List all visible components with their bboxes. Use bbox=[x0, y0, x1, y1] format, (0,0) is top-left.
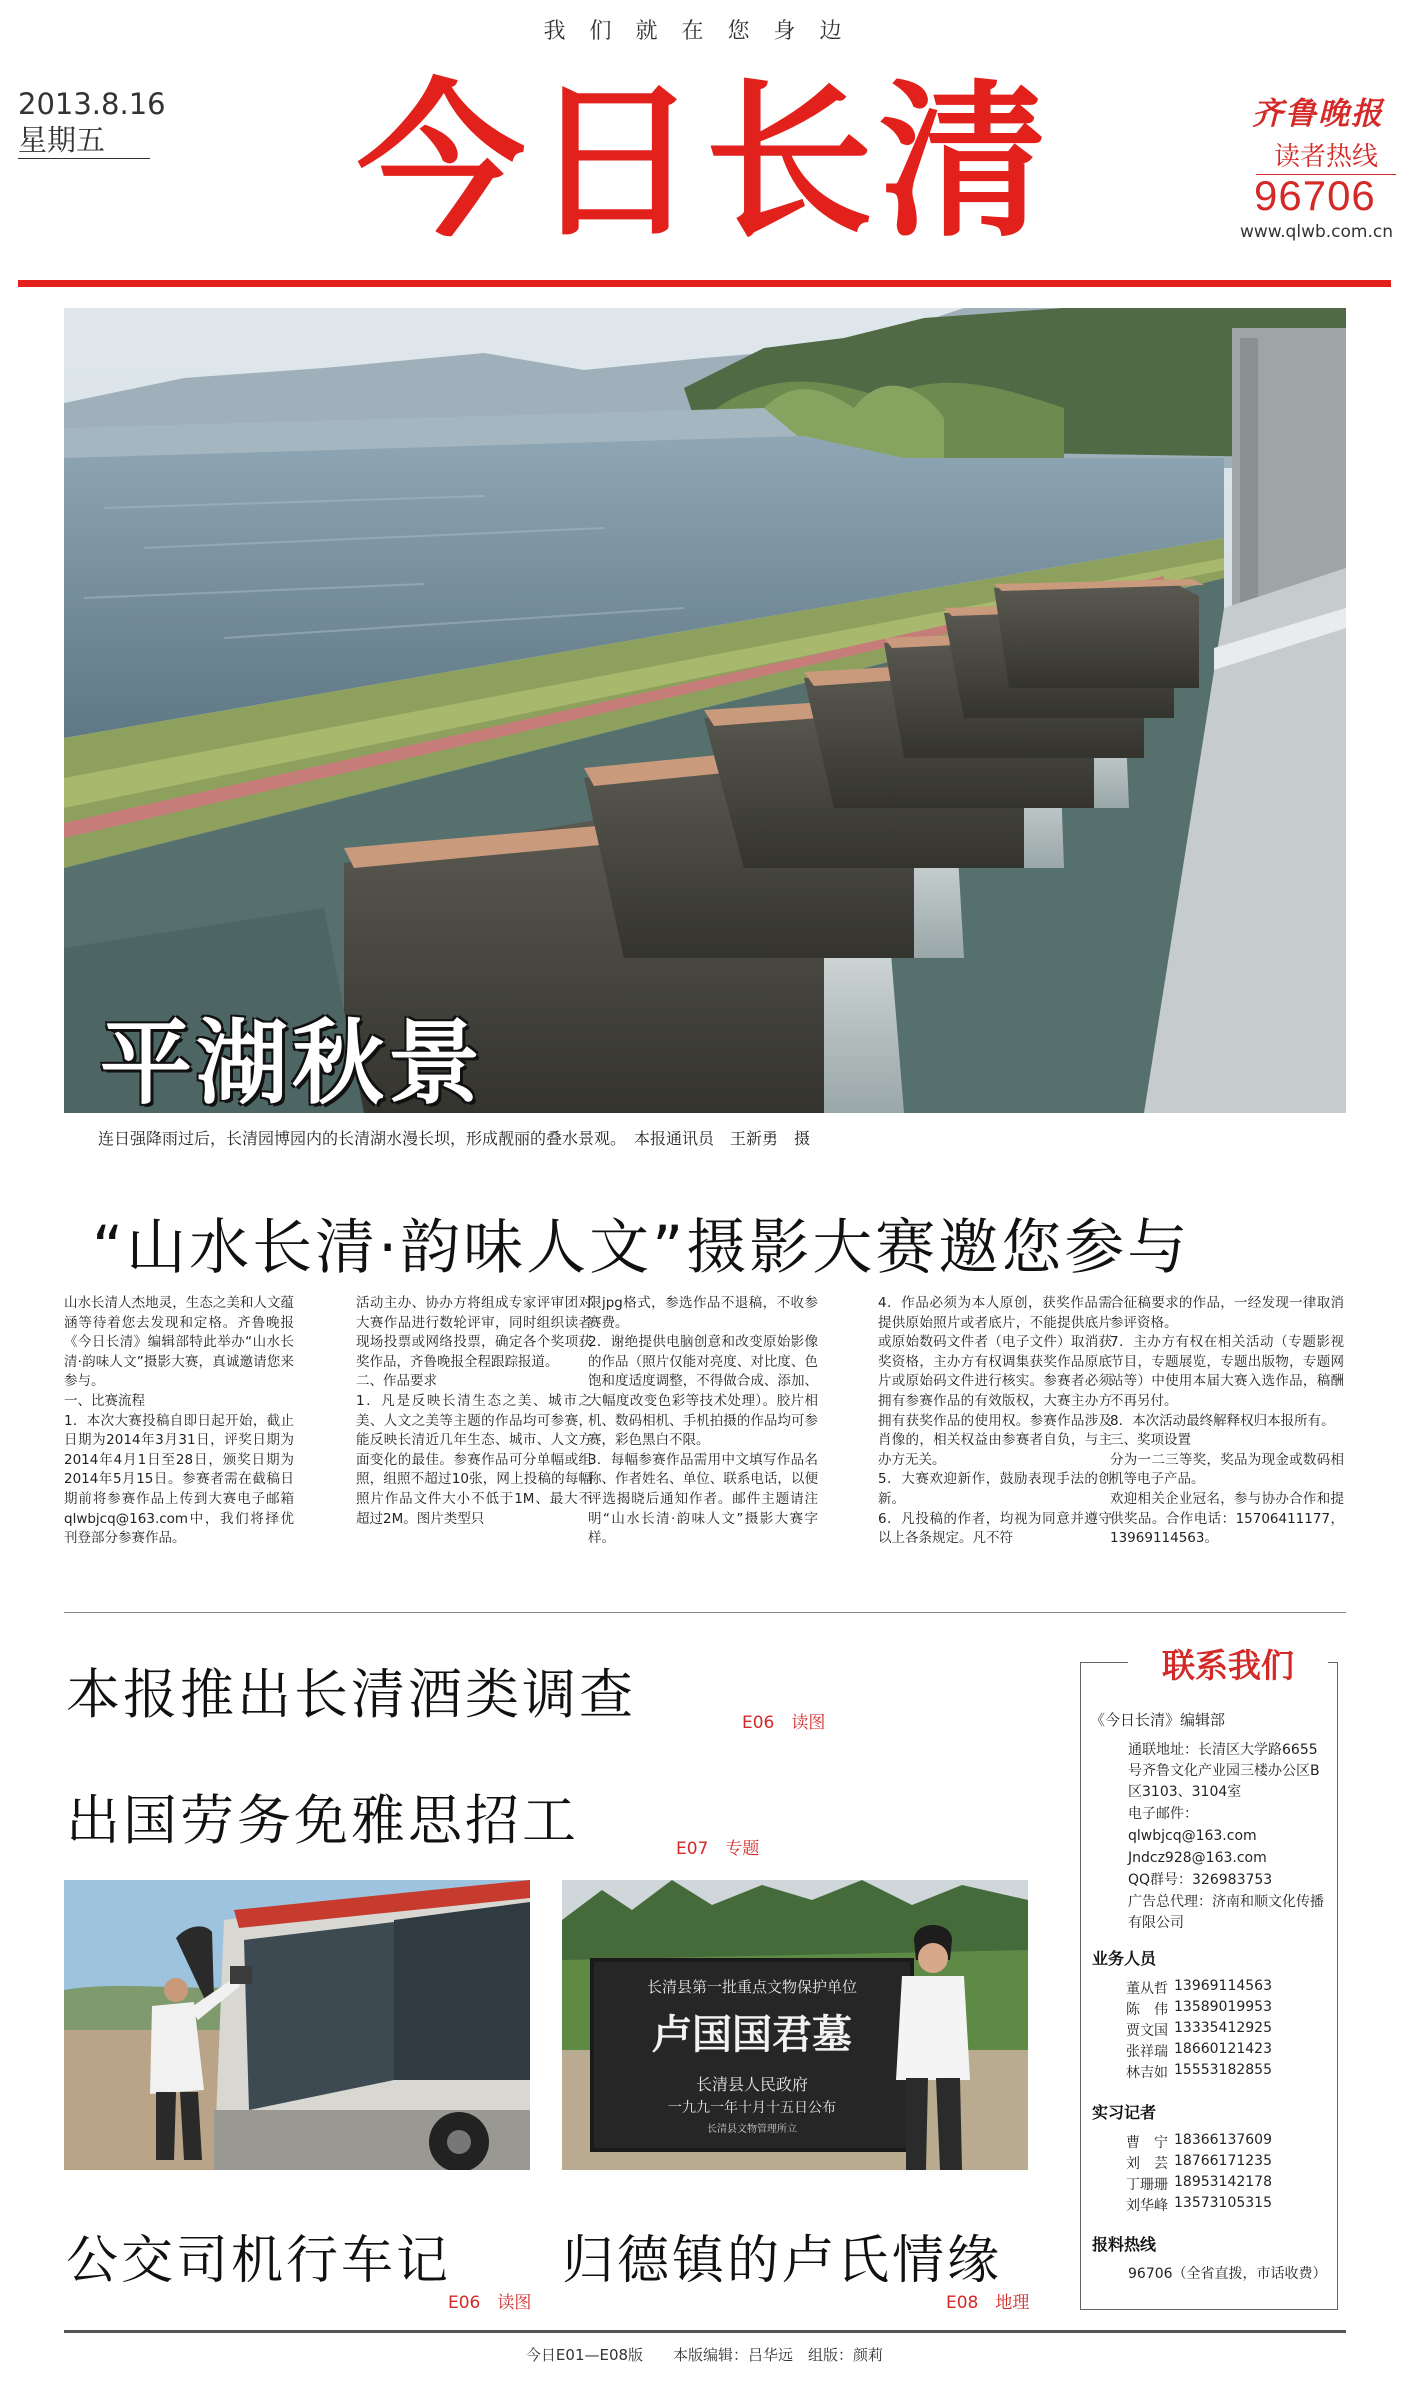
editorial-dept: 《今日长清》编辑部 bbox=[1090, 1711, 1226, 1729]
business-phone: 13969114563 bbox=[1174, 1978, 1272, 1994]
intern-phone: 18366137609 bbox=[1174, 2132, 1272, 2148]
contest-column-2: 活动主办、协办方将组成专家评审团对大赛作品进行数轮评审，同时组织读者现场投票或网络投票，确定各个奖项获奖作品，齐鲁晚报全程跟踪报道。 二、作品要求 1．凡是反映长清生态之美、城市之美、人文之美等主题的作品均可参赛，能反映长清近几年生态、城市、人文方面变化的最佳。参赛作品可分单幅或组照，组照不超过10张，网上投稿的每幅照片作品文件大小不低于1M、最大不超过2M。图片类型只 bbox=[356, 1295, 592, 1527]
contest-column-4: 4．作品必须为本人原创，获奖作品需提供原始照片或者底片，不能提供底片或原始数码文件者（电子文件）取消获奖资格，主办方有权调集获奖作品原底片或原始码文件进行核实。参赛者必须拥有参赛作品的有效版权，大赛主办方拥有获奖作品的使用权。参赛作品涉及肖像的，相关权益由参赛者自负，与主办方无关。 5．大赛欢迎新作，鼓励表现手法的创新。 6．凡投稿的作者，均视为同意并遵守以上各条规定。凡不符 bbox=[878, 1295, 1112, 1547]
plaque-date: 一九九一年十月十五日公布 bbox=[668, 2100, 836, 2116]
intern-phone: 18766171235 bbox=[1174, 2153, 1272, 2169]
hero-headline: 平湖秋景 bbox=[100, 1010, 485, 1117]
intern-name: 曹 宁 bbox=[1126, 2135, 1168, 2151]
business-name: 董从哲 bbox=[1126, 1981, 1168, 1997]
masthead-slogan: 我们就在您身边 bbox=[543, 19, 866, 44]
page-footer: 今日E01—E08版 本版编辑：吕华远 组版：颜莉 bbox=[525, 2346, 884, 2364]
contest-column-1: 山水长清人杰地灵，生态之美和人文蕴涵等待着您去发现和定格。齐鲁晚报《今日长清》编辑部特此举办“山水长清·韵味人文”摄影大赛，真诚邀请您来参与。 一、比赛流程 1．本次大赛投稿自即日起开始，截止日期为2014年3月31日，评奖日期为2014年4月1日至28日，颁奖日期为2014年5月15日。参赛者需在截稿日期前将参赛作品上传到大赛电子邮箱qlwbjcq@163.com中，我们将择优刊登部分参赛作品。 bbox=[64, 1295, 294, 1547]
plaque-small: 长清县文物管理所立 bbox=[707, 2124, 797, 2135]
masthead-title: 今日长清 bbox=[357, 64, 1053, 260]
contest-column-3: 限jpg格式，参选作品不退稿，不收参赛费。 2．谢绝提供电脑创意和改变原始影像的作品（照片仅能对亮度、对比度、色饱和度适度调整，不得做合成、添加、大幅度改变色彩等技术处理）。胶片相机、数码相机、手机拍摄的作品均可参赛，彩色黑白不限。 3．每幅参赛作品需用中文填写作品名称、作者姓名、单位、联系电话，以便评选揭晓后通知作者。邮件主题请注明“山水长清·韵味人文”摄影大赛字样。 bbox=[588, 1295, 818, 1547]
contact-heading: 联系我们 bbox=[1128, 1640, 1328, 1687]
hotline-label: 读者热线 bbox=[1256, 136, 1396, 175]
lu-family-headline[interactable]: 归德镇的卢氏情缘 bbox=[562, 2231, 1003, 2291]
business-phone: 18660121423 bbox=[1174, 2041, 1272, 2057]
contest-headline[interactable]: “山水长清·韵味人文”摄影大赛邀您参与 bbox=[92, 1213, 1191, 1283]
tip-hotline-label: 报料热线 bbox=[1092, 2235, 1157, 2254]
site-url[interactable]: www.qlwb.com.cn bbox=[1240, 222, 1393, 242]
business-name: 林吉如 bbox=[1126, 2065, 1168, 2081]
hero-caption: 连日强降雨过后，长清园博园内的长清湖水漫长坝，形成靓丽的叠水景观。 本报通讯员 王新勇 摄 bbox=[98, 1129, 811, 1148]
intern-reporters-label: 实习记者 bbox=[1092, 2103, 1157, 2122]
business-name: 贾文国 bbox=[1126, 2023, 1168, 2039]
intern-name: 刘 芸 bbox=[1126, 2156, 1168, 2172]
section-divider bbox=[64, 1612, 1346, 1613]
plaque-top: 长清县第一批重点文物保护单位 bbox=[646, 1978, 858, 1996]
masthead-divider bbox=[18, 280, 1391, 287]
paper-logo: 齐鲁晚报 bbox=[1252, 96, 1384, 132]
ad-agent: 广告总代理：济南和顺文化传播有限公司 bbox=[1128, 1894, 1324, 1931]
intern-name: 丁珊珊 bbox=[1126, 2177, 1168, 2193]
labor-export-page-ref: E07 专题 bbox=[676, 1839, 760, 1859]
tomb-photo bbox=[562, 1880, 1028, 2170]
bus-driver-headline[interactable]: 公交司机行车记 bbox=[66, 2231, 452, 2291]
business-phone: 13589019953 bbox=[1174, 1999, 1272, 2015]
bus-driver-photo bbox=[64, 1880, 530, 2170]
business-name: 陈 伟 bbox=[1126, 2002, 1168, 2018]
issue-date: 2013.8.16 bbox=[18, 87, 166, 121]
business-phone: 13335412925 bbox=[1174, 2020, 1272, 2036]
tip-hotline: 96706（全省直拨，市话收费） bbox=[1128, 2266, 1327, 2282]
qq-group: QQ群号：326983753 bbox=[1128, 1872, 1273, 1888]
bus-driver-page-ref: E06 读图 bbox=[448, 2293, 532, 2313]
email-label: 电子邮件： bbox=[1128, 1806, 1198, 1822]
intern-name: 刘华峰 bbox=[1126, 2198, 1168, 2214]
intern-phone: 13573105315 bbox=[1174, 2195, 1272, 2211]
plaque-main: 卢国国君墓 bbox=[652, 2011, 852, 2058]
business-name: 张祥瑞 bbox=[1126, 2044, 1168, 2060]
wine-survey-headline[interactable]: 本报推出长清酒类调查 bbox=[66, 1663, 636, 1726]
business-staff-label: 业务人员 bbox=[1092, 1949, 1157, 1968]
intern-phone: 18953142178 bbox=[1174, 2174, 1272, 2190]
plaque-gov: 长清县人民政府 bbox=[695, 2075, 809, 2094]
wine-survey-page-ref: E06 读图 bbox=[742, 1713, 826, 1733]
bus-driver-illustration bbox=[64, 1880, 530, 2170]
labor-export-headline[interactable]: 出国劳务免雅思招工 bbox=[66, 1789, 579, 1852]
footer-divider bbox=[64, 2330, 1346, 2333]
business-phone: 15553182855 bbox=[1174, 2062, 1272, 2078]
contest-column-5: 合征稿要求的作品，一经发现一律取消参评资格。 7．主办方有权在相关活动（专题影视节目，专题展览，专题出版物，专题网站等）中使用本届大赛入选作品，稿酬不再另付。 8．本次活动最终解释权归本报所有。 三、奖项设置 分为一二三等奖，奖品为现金或数码相机等电子产品。 欢迎相关企业冠名，参与协办合作和提供奖品。合作电话：15706411177，13969114563。 bbox=[1110, 1295, 1344, 1547]
email-2[interactable]: Jndcz928@163.com bbox=[1128, 1850, 1267, 1866]
lu-family-page-ref: E08 地理 bbox=[946, 2293, 1030, 2313]
tomb-illustration bbox=[562, 1880, 1028, 2170]
issue-weekday: 星期五 bbox=[18, 122, 150, 159]
email-1[interactable]: qlwbjcq@163.com bbox=[1128, 1828, 1257, 1844]
contact-address: 通联地址：长清区大学路6655号齐鲁文化产业园三楼办公区B区3103、3104室 bbox=[1128, 1742, 1320, 1800]
hotline-number: 96706 bbox=[1254, 172, 1376, 219]
